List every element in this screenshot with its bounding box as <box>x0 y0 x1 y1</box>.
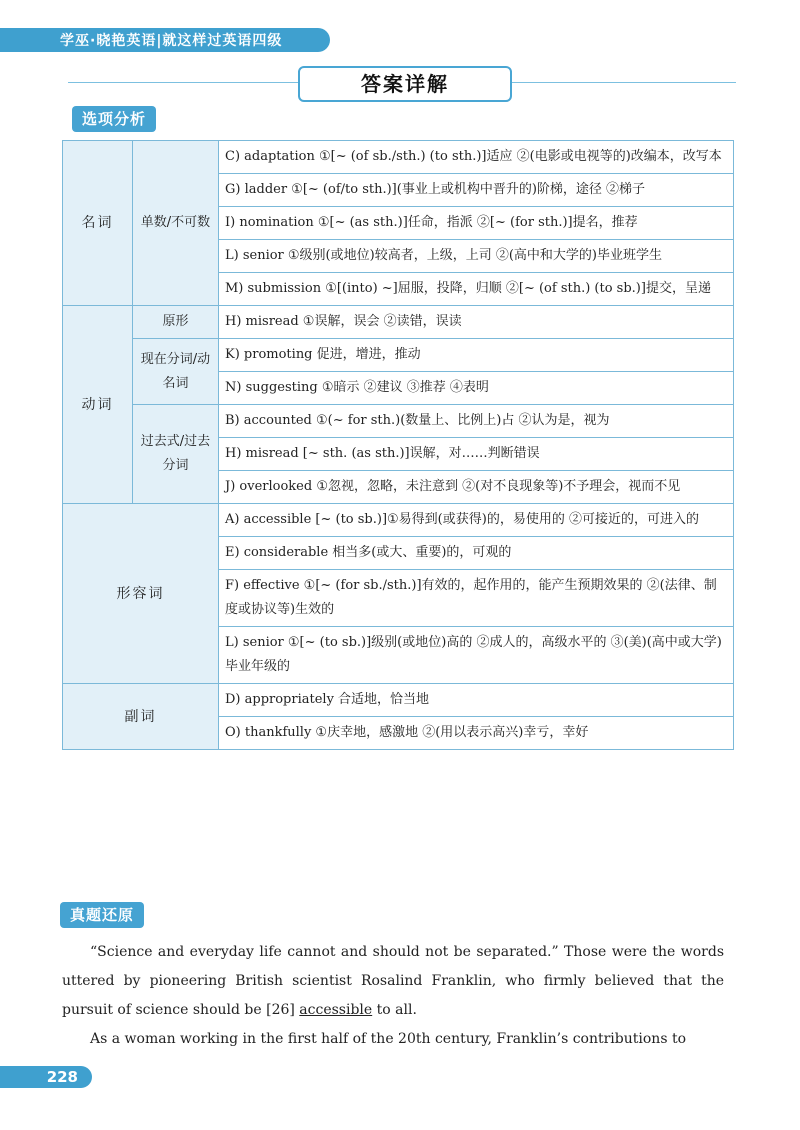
entry-b: B) accounted ①(~ for sth.)(数量上、比例上)占 ②认为是，视为 <box>219 405 734 438</box>
category-adverb: 副词 <box>63 684 219 750</box>
section-title-bar <box>68 62 736 102</box>
subcategory-present-participle: 现在分词/动名词 <box>133 339 219 405</box>
entry-m: M) submission ①[(into) ~]屈服，投降，归顺 ②[~ (of sth.) (to sb.)]提交，呈递 <box>219 273 734 306</box>
entry-d: D) appropriately 合适地，恰当地 <box>219 684 734 717</box>
category-adjective: 形容词 <box>63 504 219 684</box>
entry-j: J) overlooked ①忽视，忽略，未注意到 ②(对不良现象等)不予理会，视而不见 <box>219 471 734 504</box>
entry-o: O) thankfully ①庆幸地，感激地 ②(用以表示高兴)幸亏，幸好 <box>219 717 734 750</box>
original-passage <box>62 938 724 1054</box>
entry-h-base: H) misread ①误解，误会 ②读错，误读 <box>219 306 734 339</box>
subcategory-base-form: 原形 <box>133 306 219 339</box>
entry-f: F) effective ①[~ (for sb./sth.)]有效的，起作用的，能产生预期效果的 ②(法律、制度或协议等)生效的 <box>219 570 734 627</box>
answer-word: accessible <box>299 1002 373 1018</box>
table-row <box>63 306 734 339</box>
passage-paragraph-2: As a woman working in the first half of the 20th century, Franklin’s contributions to <box>90 1031 687 1047</box>
entry-i: I) nomination ①[~ (as sth.)]任命，指派 ②[~ (for sth.)]提名，推荐 <box>219 207 734 240</box>
entry-n: N) suggesting ①暗示 ②建议 ③推荐 ④表明 <box>219 372 734 405</box>
subcategory-past-participle: 过去式/过去分词 <box>133 405 219 504</box>
option-analysis-table <box>62 140 734 750</box>
tab-option-analysis: 选项分析 <box>72 106 156 132</box>
entry-g: G) ladder ①[~ (of/to sth.)](事业上或机构中晋升的)阶梯，途径 ②梯子 <box>219 174 734 207</box>
section-title: 答案详解 <box>298 66 512 102</box>
entry-l-noun: L) senior ①级别(或地位)较高者，上级，上司 ②(高中和大学的)毕业班学生 <box>219 240 734 273</box>
entry-k: K) promoting 促进，增进，推动 <box>219 339 734 372</box>
series-header <box>0 28 330 52</box>
page-number: 228 <box>0 1066 92 1088</box>
series-title: 学巫·晓艳英语|就这样过英语四级 <box>60 33 283 49</box>
passage-paragraph-1 <box>62 938 724 1025</box>
passage-text: “Science and everyday life cannot and should not be separated.” Those were the words uttered by pioneering British scientist Rosalind Franklin, who firmly believed that the pursuit of science should be [26] <box>62 944 724 1018</box>
table-row <box>63 504 734 537</box>
category-verb: 动词 <box>63 306 133 504</box>
entry-l-adj: L) senior ①[~ (to sb.)]级别(或地位)高的 ②成人的，高级水平的 ③(美)(高中或大学)毕业年级的 <box>219 627 734 684</box>
passage-text: to all. <box>372 1002 417 1018</box>
entry-h-past: H) misread [~ sth. (as sth.)]误解，对……判断错误 <box>219 438 734 471</box>
table-row <box>63 405 734 438</box>
entry-e: E) considerable 相当多(或大、重要)的，可观的 <box>219 537 734 570</box>
table-row <box>63 684 734 717</box>
entry-c: C) adaptation ①[~ (of sb./sth.) (to sth.)]适应 ②(电影或电视等的)改编本，改写本 <box>219 141 734 174</box>
subcategory-singular-uncountable: 单数/不可数 <box>133 141 219 306</box>
category-noun: 名词 <box>63 141 133 306</box>
table-row <box>63 141 734 174</box>
entry-a: A) accessible [~ (to sb.)]①易得到(或获得)的，易使用的 ②可接近的，可进入的 <box>219 504 734 537</box>
table-row <box>63 339 734 372</box>
tab-original-passage: 真题还原 <box>60 902 144 928</box>
